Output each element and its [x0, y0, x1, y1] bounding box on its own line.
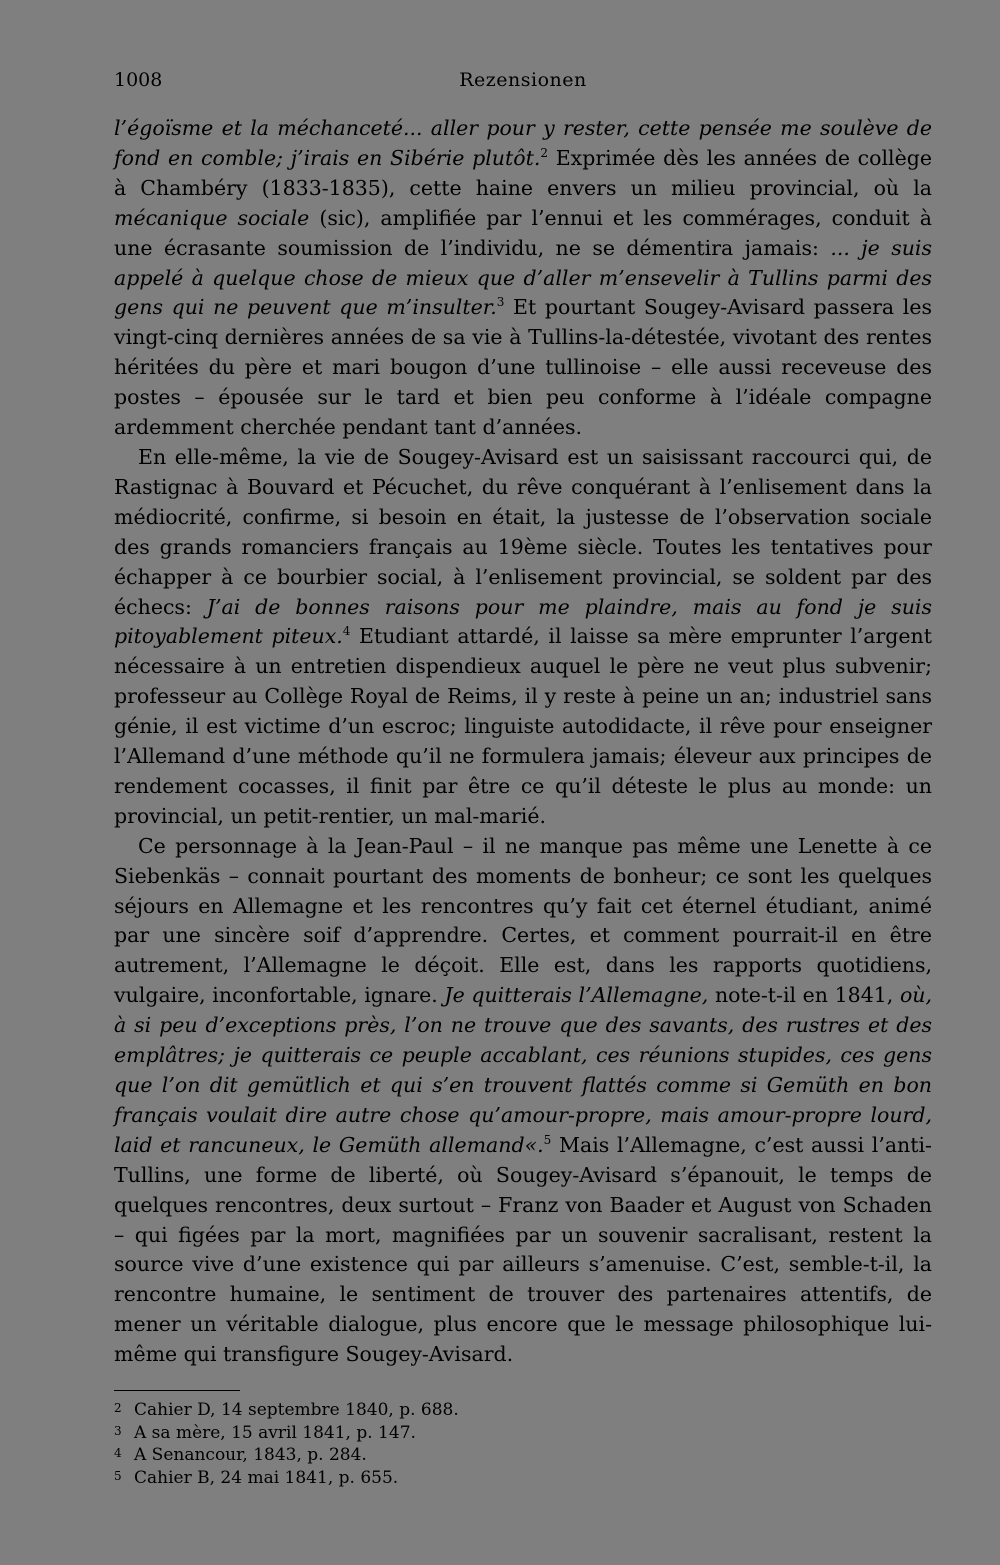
footnote-reference: 2 [540, 145, 548, 160]
text-run: Exprimée dès les années de collège à Chambéry (1833-1835), cette haine envers un milieu provincial, où la [114, 145, 933, 200]
text-run: En elle-même, la vie de Sougey-Avisard est un saisissant raccourci qui, de Rastignac à Bouvard et Pécuchet, du rêve conquérant à l’enlisement dans la médiocrité, confirme, si besoin en était, la justesse de l’observation sociale des grands romanciers français au 19ème siècle. Toutes les tentatives pour échapper à ce bourbier social, à l’enlisement provincial, se soldent par des échecs: [114, 444, 932, 619]
italic-quotation: ... je suis appelé à quelque chose de mieux que d’aller m’ensevelir à Tullins parmi des gens qui ne peuvent que m’insulter. [114, 235, 932, 320]
page-header [114, 62, 932, 102]
footnote-text: A sa mère, 15 avril 1841, p. 147. [134, 1422, 416, 1443]
page-number: 1008 [114, 69, 163, 91]
italic-quotation: Je quitterais l’Allemagne, [444, 983, 709, 1008]
italic-quotation: mécanique sociale [114, 205, 310, 230]
text-run: Mais l’Allemagne, c’est aussi l’anti-Tullins, une forme de liberté, où Sougey-Avisard s’épanouit, le temps de quelques rencontres, deux surtout – Franz von Baader et August von Schaden – qui figées par la mort, magnifiées par un souvenir sacralisant, restent la source vive d’une existence qui par ailleurs s’amenuise. C’est, semble-t-il, la rencontre humaine, le sentiment de trouver des partenaires attentifs, de mener un véritable dialogue, plus encore que le message philosophique lui-même qui transfigure Sougey-Avisard. [114, 1132, 932, 1367]
text-run: note-t-il en 1841, [708, 983, 900, 1008]
body-text [114, 114, 932, 1370]
italic-quotation: J’ai de bonnes raisons pour me plaindre, mais au fond je suis pitoyablement piteux. [114, 594, 932, 649]
footnote-reference: 5 [543, 1132, 552, 1147]
footnote-mark: 2 [114, 1401, 122, 1416]
footnote [114, 1444, 932, 1467]
footnote-text: Cahier D, 14 septembre 1840, p. 688. [134, 1400, 459, 1421]
paragraph [114, 443, 932, 832]
footnote [114, 1422, 932, 1445]
footnote-mark: 3 [114, 1423, 122, 1438]
footnote-text: A Senancour, 1843, p. 284. [134, 1445, 367, 1466]
footnote-mark: 5 [114, 1468, 122, 1483]
italic-quotation: où, à si peu d’exceptions près, l’on ne trouve que des savants, des rustres et des emplâtres; je quitterais ce peuple accablant, ces réunions stupides, ces gens que l’on dit gemütlich et qui s’en trouvent flattés comme si Gemüth en bon français voulait dire autre chose qu’amour-propre, mais amour-propre lourd, laid et rancuneux, le Gemüth allemand«. [114, 983, 932, 1157]
document-page [114, 62, 932, 1489]
footnote-reference: 3 [496, 295, 505, 310]
italic-quotation: l’égoïsme et la méchanceté... aller pour y rester, cette pensée me soulève de fond en comble; j’irais en Sibérie plutôt. [114, 116, 932, 170]
running-head: Rezensionen [459, 69, 587, 91]
text-run: Et pourtant Sougey-Avisard passera les vingt-cinq dernières années de sa vie à Tullins-la-détestée, vivotant des rentes héritées du père et mari bougon d’une tullinoise – elle aussi receveuse des postes – épousée sur le tard et bien peu conforme à l’idéale compagne ardemment cherchée pendant tant d’années. [114, 295, 932, 440]
footnote [114, 1467, 932, 1490]
footnotes [114, 1399, 932, 1489]
text-run: Ce personnage à la Jean-Paul – il ne manque pas même une Lenette à ce Siebenkäs – connait pourtant des moments de bonheur; ce sont les quelques séjours en Allemagne et les rencontres qu’y fait cet éternel étudiant, animé par une sincère soif d’apprendre. Certes, et comment pourrait-il en être autrement, l’Allemagne le déçoit. Elle est, dans les rapports quotidiens, vulgaire, inconfortable, ignare. [114, 833, 932, 1008]
footnote-rule [114, 1390, 240, 1391]
text-run: Etudiant attardé, il laisse sa mère emprunter l’argent nécessaire à un entretien dispendieux auquel le père ne veut plus subvenir; professeur au Collège Royal de Reims, il y reste à peine un an; industriel sans génie, il est victime d’un escroc; linguiste autodidacte, il rêve pour enseigner l’Allemand d’une méthode qu’il ne formulera jamais; éleveur aux principes de rendement cocasses, il finit par être ce qu’il déteste le plus au monde: un provincial, un petit-rentier, un mal-marié. [114, 624, 933, 828]
footnote-mark: 4 [114, 1446, 122, 1461]
paragraph [114, 114, 932, 443]
footnote [114, 1399, 932, 1422]
text-run: (sic), amplifiée par l’ennui et les commérages, conduit à une écrasante soumission de l’individu, ne se démentira jamais: [114, 205, 932, 260]
paragraph [114, 832, 932, 1370]
footnote-text: Cahier B, 24 mai 1841, p. 655. [134, 1467, 399, 1488]
footnote-reference: 4 [342, 624, 351, 639]
